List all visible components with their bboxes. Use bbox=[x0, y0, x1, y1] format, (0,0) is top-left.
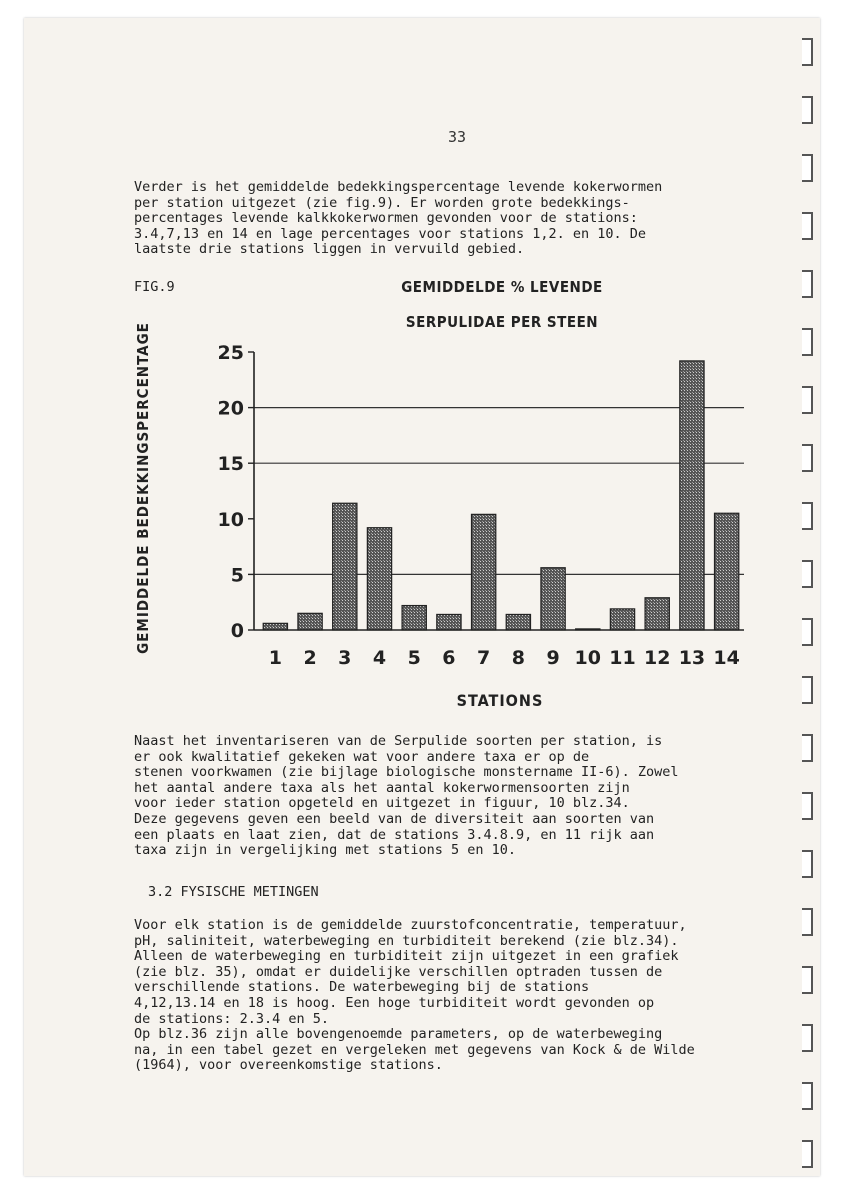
bar-station-4 bbox=[367, 528, 391, 630]
x-tick-label: 1 bbox=[268, 647, 282, 669]
intro-paragraph: Verder is het gemiddelde bedekkingspercentage levende kokerwormen per station uitgezet (zie fig.9). Er worden grote bedekkings- percentages levende kalkkokerwormen gevonden voor de stations: 3.4,7,13 en 14 en lage percentages voor stations 1,2. en 10. De laatste drie stations liggen in vervuild gebied. bbox=[134, 179, 663, 258]
x-tick-label: 8 bbox=[511, 647, 525, 669]
x-tick-label: 9 bbox=[546, 647, 560, 669]
x-tick-label: 6 bbox=[442, 647, 456, 669]
x-tick-label: 13 bbox=[678, 647, 706, 669]
x-tick-label: 10 bbox=[574, 647, 602, 669]
chart-title-line-1: GEMIDDELDE % LEVENDE bbox=[401, 278, 603, 296]
y-axis-label: GEMIDDELDE BEDEKKINGSPERCENTAGE bbox=[134, 322, 152, 654]
x-tick-label: 14 bbox=[713, 647, 740, 669]
x-tick-label: 12 bbox=[643, 647, 671, 669]
x-tick-label: 7 bbox=[477, 647, 491, 669]
bar-station-8 bbox=[506, 614, 530, 630]
bar-station-9 bbox=[541, 568, 565, 630]
y-tick-label: 25 bbox=[217, 342, 244, 364]
y-tick-label: 20 bbox=[217, 397, 244, 420]
bar-station-5 bbox=[402, 606, 426, 630]
y-tick-label: 0 bbox=[230, 620, 244, 642]
figure-label: FIG.9 bbox=[134, 279, 175, 295]
y-tick-label: 10 bbox=[217, 508, 244, 531]
bar-station-2 bbox=[298, 613, 322, 630]
x-tick-label: 2 bbox=[303, 647, 317, 669]
bar-station-3 bbox=[333, 503, 357, 630]
y-tick-label: 15 bbox=[217, 453, 244, 476]
bar-station-12 bbox=[645, 598, 669, 630]
bar-station-6 bbox=[437, 614, 461, 630]
physical-measurements-paragraph: Voor elk station is de gemiddelde zuurstofconcentratie, temperatuur, pH, saliniteit, waterbeweging en turbiditeit berekend (zie blz.34). Alleen de waterbeweging en turbiditeit zijn uitgezet in een grafiek (zie blz. 35), omdat er duidelijke verschillen optraden tussen de verschillende stations. De waterbeweging bij de stations 4,12,13.14 en 18 is hoog. Een hoge turbiditeit wordt gevonden op de stations: 2.3.4 en 5. Op blz.36 zijn alle bovengenoemde parameters, op de waterbeweging na, in een tabel gezet en vergeleken met gegevens van Kock & de Wilde (1964), voor overeenkomstige stations. bbox=[134, 917, 695, 1074]
bar-station-13 bbox=[680, 361, 704, 630]
x-tick-label: 3 bbox=[338, 647, 352, 669]
y-tick-label: 5 bbox=[230, 564, 244, 587]
bar-station-7 bbox=[471, 514, 495, 630]
x-tick-label: 4 bbox=[372, 647, 387, 669]
bar-station-14 bbox=[714, 513, 738, 630]
chart-title-line-2: SERPULIDAE PER STEEN bbox=[405, 313, 599, 331]
page-number: 33 bbox=[448, 128, 467, 146]
section-heading: 3.2 FYSISCHE METINGEN bbox=[148, 884, 319, 900]
x-axis-label: STATIONS bbox=[456, 691, 544, 710]
bar-station-11 bbox=[610, 609, 634, 630]
bar-station-1 bbox=[263, 623, 287, 630]
inventory-paragraph: Naast het inventariseren van de Serpulide soorten per station, is er ook kwalitatief gekeken wat voor andere taxa er op de stenen voorkwamen (zie bijlage biologische monstername II-6). Zowel het aantal andere taxa als het aantal kokerwormensoorten zijn voor ieder station opgeteld en uitgezet in figuur, 10 blz.34. Deze gegevens geven een beeld van de diversiteit aan soorten van een plaats en laat zien, dat de stations 3.4.8.9, en 11 rijk aan taxa zijn in vergelijking met stations 5 en 10. bbox=[134, 733, 679, 859]
x-tick-label: 5 bbox=[407, 647, 421, 669]
x-tick-label: 11 bbox=[609, 647, 636, 669]
